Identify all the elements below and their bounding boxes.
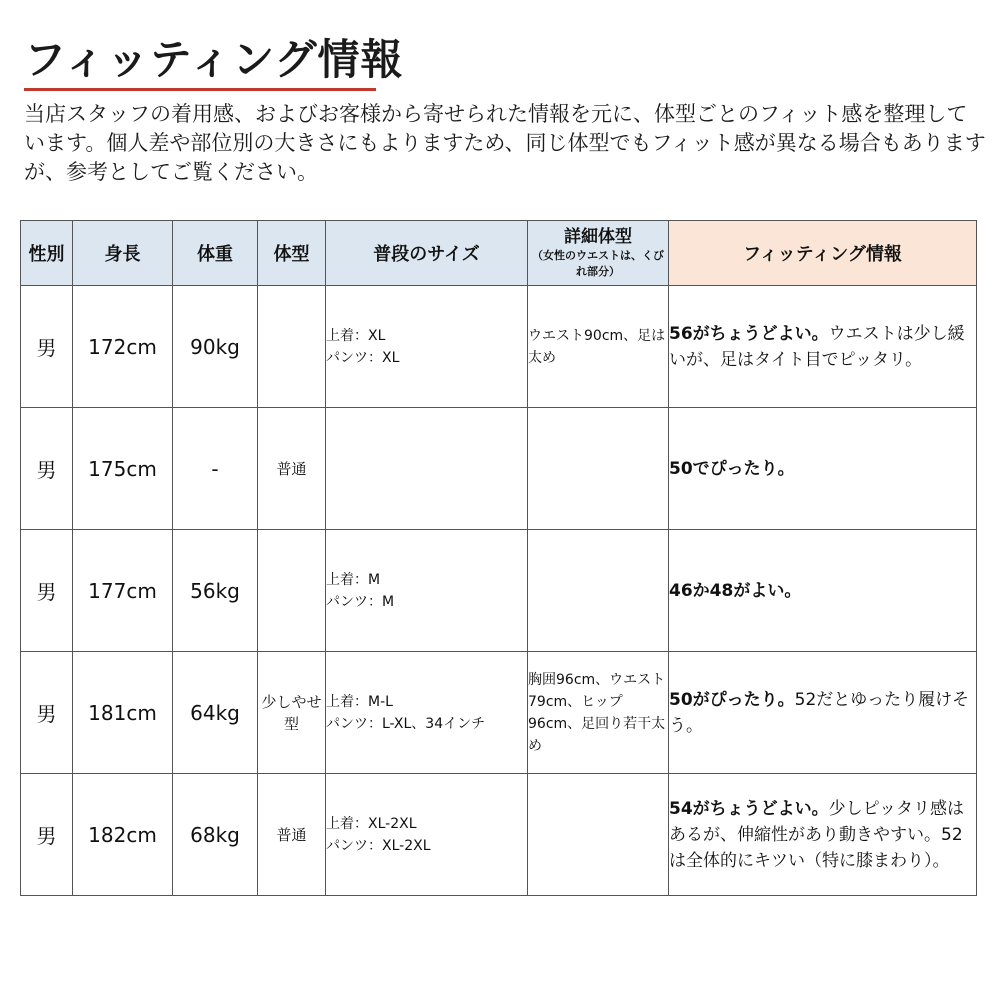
- header-detail: [528, 221, 669, 286]
- size-pants: パンツ：L-XL、34インチ: [326, 715, 486, 732]
- cell-usual-size: [326, 530, 528, 652]
- cell-usual-size: [326, 774, 528, 896]
- cell-gender: 男: [21, 774, 73, 896]
- cell-gender: 男: [21, 652, 73, 774]
- cell-fitting: [669, 652, 977, 774]
- table-row: [21, 530, 977, 652]
- cell-height: 172cm: [73, 286, 173, 408]
- cell-weight: 90kg: [173, 286, 258, 408]
- cell-gender: 男: [21, 286, 73, 408]
- fit-bold: 46か48がよい。: [669, 580, 802, 601]
- page-title: フィッティング情報: [24, 35, 404, 84]
- cell-usual-size: [326, 286, 528, 408]
- cell-detail: [528, 652, 669, 774]
- size-top: 上着：XL-2XL: [326, 815, 417, 832]
- table-header-row: [21, 221, 977, 286]
- header-body-type: 体型: [258, 221, 326, 286]
- cell-fitting: [669, 286, 977, 408]
- cell-weight: -: [173, 408, 258, 530]
- cell-detail: [528, 408, 669, 530]
- size-pants: パンツ：M: [326, 593, 395, 610]
- cell-body-type: [258, 530, 326, 652]
- cell-usual-size: [326, 408, 528, 530]
- header-weight: 体重: [173, 221, 258, 286]
- fit-rest: 52だとゆったり履けそう。: [669, 689, 970, 736]
- cell-body-type: 普通: [258, 408, 326, 530]
- cell-body-type: 普通: [258, 774, 326, 896]
- size-top: 上着：M: [326, 571, 381, 588]
- cell-fitting: [669, 408, 977, 530]
- cell-gender: 男: [21, 530, 73, 652]
- cell-gender: 男: [21, 408, 73, 530]
- header-fitting: フィッティング情報: [669, 221, 977, 286]
- cell-detail: [528, 286, 669, 408]
- fit-bold: 56がちょうどよい。: [669, 323, 829, 344]
- cell-weight: 56kg: [173, 530, 258, 652]
- fit-bold: 50がぴったり。: [669, 689, 795, 710]
- table-row: [21, 408, 977, 530]
- size-pants: パンツ：XL: [326, 349, 400, 366]
- cell-height: 181cm: [73, 652, 173, 774]
- cell-height: 175cm: [73, 408, 173, 530]
- cell-body-type: 少しやせ型: [258, 652, 326, 774]
- title-block: [24, 30, 404, 90]
- size-top: 上着：M-L: [326, 693, 393, 710]
- header-usual-size: 普段のサイズ: [326, 221, 528, 286]
- cell-detail: [528, 774, 669, 896]
- cell-fitting: [669, 530, 977, 652]
- cell-fitting: [669, 774, 977, 896]
- detail-text: ウエスト90cm、足は太め: [528, 327, 666, 366]
- title-underline: [24, 88, 376, 91]
- table-row: [21, 286, 977, 408]
- fit-rest: ウエストは少し緩いが、足はタイト目でピッタリ。: [669, 323, 965, 370]
- header-gender: 性別: [21, 221, 73, 286]
- size-pants: パンツ：XL-2XL: [326, 837, 431, 854]
- intro-text: 当店スタッフの着用感、およびお客様から寄せられた情報を元に、体型ごとのフィット感を整理しています。個人差や部位別の大きさにもよりますため、同じ体型でもフィット感が異なる場合もありますが、参考としてご覧ください。: [24, 102, 986, 184]
- header-detail-sub: （女性のウエストは、くびれ部分）: [532, 249, 664, 278]
- header-detail-main: 詳細体型: [564, 227, 632, 247]
- cell-usual-size: [326, 652, 528, 774]
- cell-weight: 68kg: [173, 774, 258, 896]
- cell-weight: 64kg: [173, 652, 258, 774]
- header-height: 身長: [73, 221, 173, 286]
- cell-height: 177cm: [73, 530, 173, 652]
- fitting-table: [20, 220, 977, 896]
- fit-bold: 54がちょうどよい。: [669, 798, 829, 819]
- fit-rest: 少しピッタリ感はあるが、伸縮性があり動きやすい。52は全体的にキツい（特に膝まわり）。: [669, 798, 964, 871]
- table-row: [21, 652, 977, 774]
- cell-detail: [528, 530, 669, 652]
- fit-bold: 50でぴったり。: [669, 458, 795, 479]
- cell-body-type: [258, 286, 326, 408]
- size-top: 上着：XL: [326, 327, 386, 344]
- cell-height: 182cm: [73, 774, 173, 896]
- table-row: [21, 774, 977, 896]
- detail-text: 胸囲96cm、ウエスト79cm、ヒップ96cm、足回り若干太め: [528, 671, 666, 754]
